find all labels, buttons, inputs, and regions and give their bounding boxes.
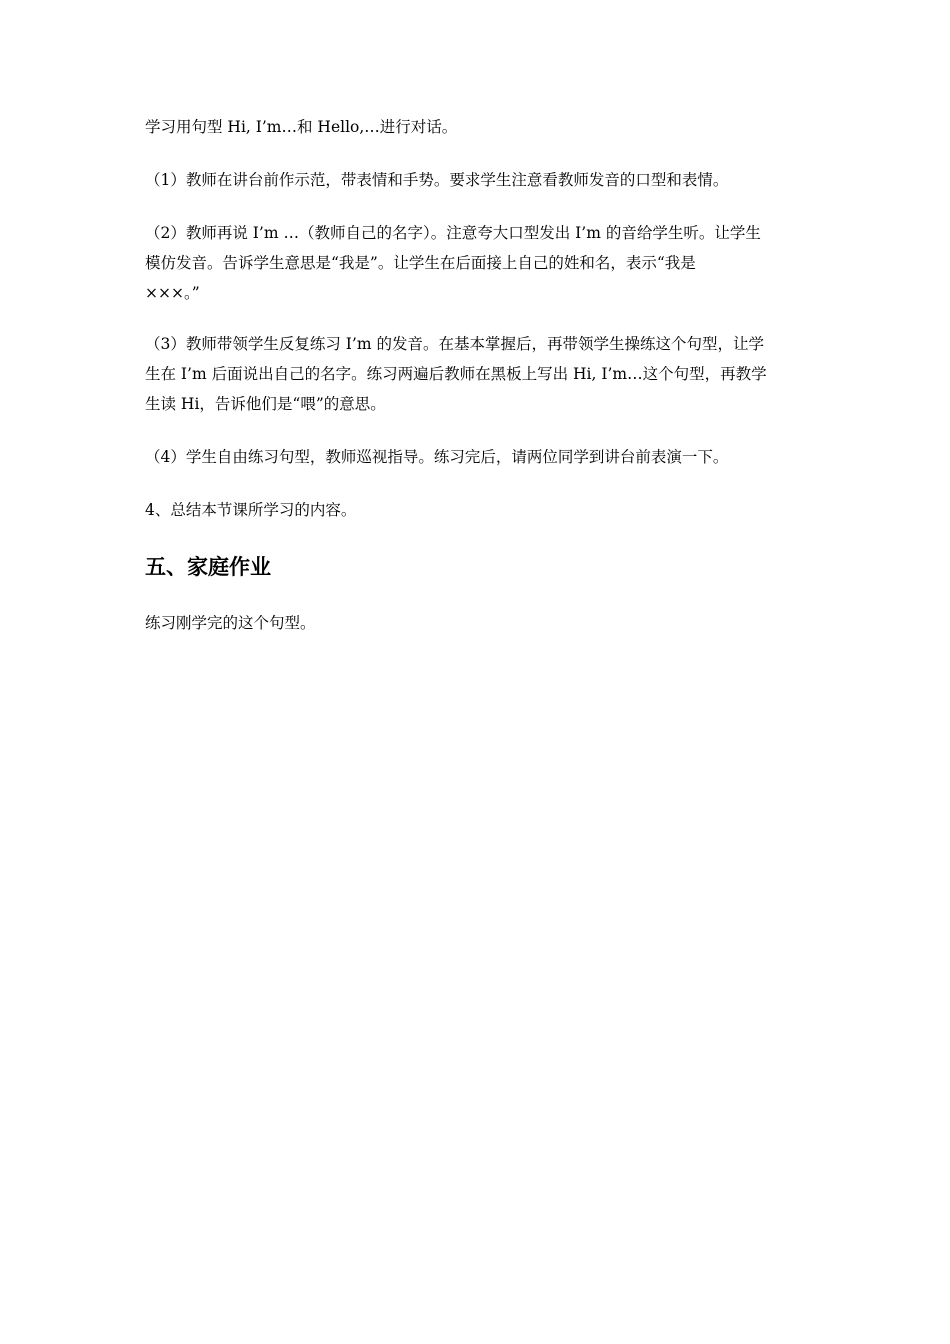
step-2-line-1: （2）教师再说 I’m …（教师自己的名字）。注意夸大口型发出 I’m 的音给学生听。让学生 — [145, 224, 761, 242]
summary-paragraph: 4、总结本节课所学习的内容。 — [145, 501, 357, 519]
homework-paragraph: 练习刚学完的这个句型。 — [145, 614, 316, 632]
intro-paragraph: 学习用句型 Hi, I’m…和 Hello,…进行对话。 — [145, 118, 458, 136]
step-3-line-3: 生读 Hi，告诉他们是“喂”的意思。 — [145, 395, 386, 413]
step-3-line-1: （3）教师带领学生反复练习 I’m 的发音。在基本掌握后，再带领学生操练这个句型，让学 — [145, 335, 764, 353]
step-2-line-3: ×××。” — [145, 284, 200, 302]
step-1-paragraph: （1）教师在讲台前作示范，带表情和手势。要求学生注意看教师发音的口型和表情。 — [145, 171, 729, 189]
section-heading: 五、家庭作业 — [145, 555, 271, 579]
step-3-line-2: 生在 I’m 后面说出自己的名字。练习两遍后教师在黑板上写出 Hi, I’m…这个句型，再教学 — [145, 365, 767, 383]
step-4-paragraph: （4）学生自由练习句型，教师巡视指导。练习完后，请两位同学到讲台前表演一下。 — [145, 448, 729, 466]
step-2-paragraph — [145, 218, 810, 308]
step-2-line-2: 模仿发音。告诉学生意思是“我是”。让学生在后面接上自己的姓和名，表示“我是 — [145, 254, 696, 272]
step-3-paragraph — [145, 329, 810, 419]
